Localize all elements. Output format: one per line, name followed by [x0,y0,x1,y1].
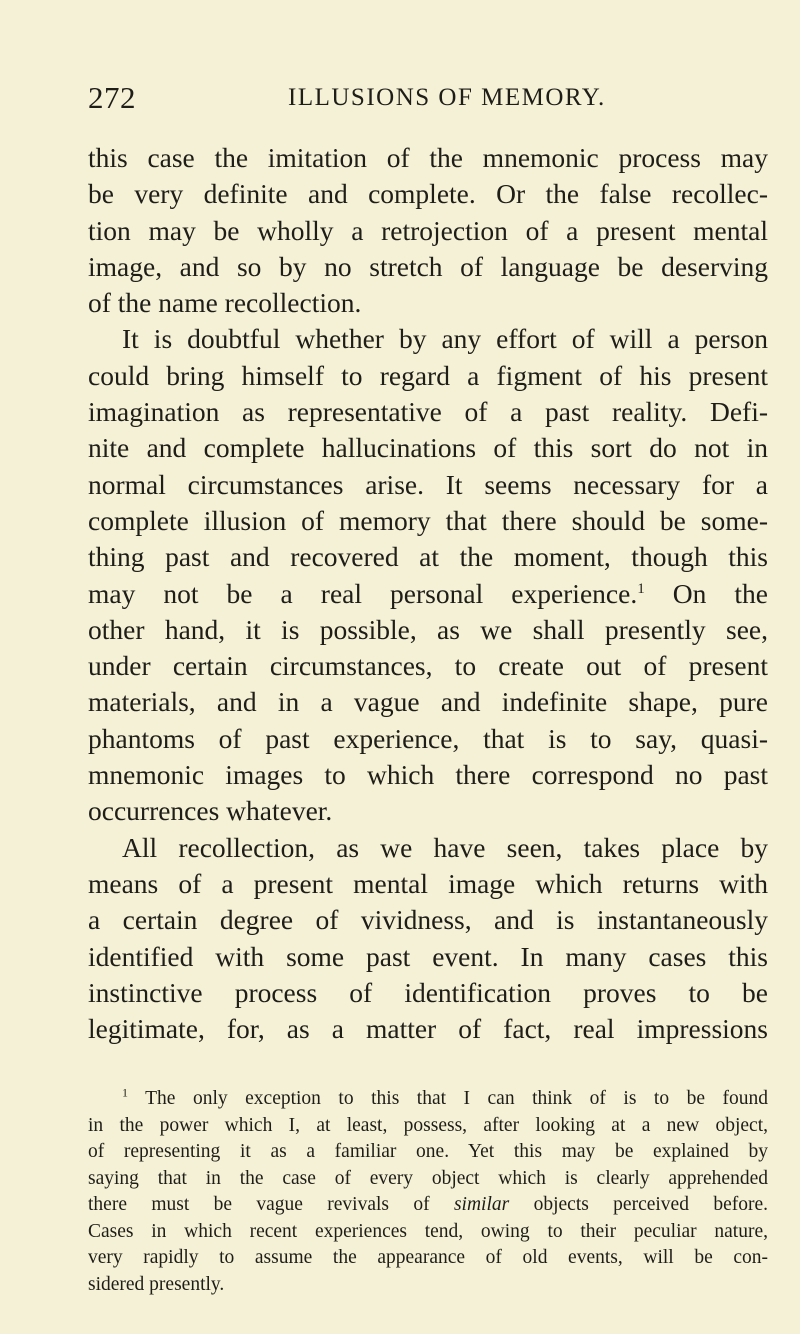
footnote-line: very rapidly to assume the appearance of old events, will be con- [88,1247,768,1268]
text-segment: may not be a real personal experience. [88,577,638,609]
text-line: nite and complete hallucinations of this sort do not in [88,432,768,464]
text-line: under certain circumstances, to create out of present [88,650,768,682]
text-line: identified with some past event. In many cases this [88,940,768,972]
italic-word: similar [453,1194,510,1215]
text-line [88,576,768,612]
text-line: image, and so by no stretch of language be deserving [88,250,768,282]
footnote-line [88,1086,768,1113]
text-line: legitimate, for, as a matter of fact, real impressions [88,1013,768,1045]
text-line: phantoms of past experience, that is to say, quasi- [88,722,768,754]
text-line: complete illusion of memory that there should be some- [88,504,768,536]
text-line: tion may be wholly a retrojection of a present mental [88,214,768,246]
running-head: ILLUSIONS OF MEMORY. [288,84,606,111]
text-line: of the name recollection. [88,287,362,319]
text-line: be very definite and complete. Or the false recollec- [88,178,768,210]
page-number: 272 [88,80,136,115]
text-line: All recollection, as we have seen, takes place by [122,831,768,863]
footnote [88,1086,768,1298]
footnote-line: sidered presently. [88,1273,225,1295]
footnote-marker: 1 [122,1085,128,1100]
text-line: instinctive process of identification proves to be [88,976,768,1008]
text-line: occurrences whatever. [88,795,333,827]
body-text [88,140,768,1047]
text-segment: objects perceived before. [509,1194,768,1215]
text-line: thing past and recovered at the moment, though this [88,541,768,573]
text-line: It is doubtful whether by any effort of will a person [122,323,768,355]
footnote-line [88,1192,768,1219]
text-segment: The only exception to this that I can think of is to be found [128,1088,768,1109]
footnote-line: Cases in which recent experiences tend, owing to their peculiar nature, [88,1220,768,1242]
text-line: materials, and in a vague and indefinite shape, pure [88,686,768,718]
text-line: means of a present mental image which returns with [88,867,768,899]
text-line: other hand, it is possible, as we shall presently see, [88,613,768,645]
footnote-line: in the power which I, at least, possess, after looking at a new object, [88,1114,768,1136]
footnote-line: of representing it as a familiar one. Yet this may be explained by [88,1141,768,1162]
text-line: mnemonic images to which there correspond no past [88,759,768,791]
footnote-reference[interactable]: 1 [637,580,645,597]
text-segment: there must be vague revivals of [88,1194,454,1215]
text-line: a certain degree of vividness, and is instantaneously [88,904,768,936]
text-line: imagination as representative of a past reality. Defi- [88,396,768,428]
page-header [88,80,744,120]
text-line: this case the imitation of the mnemonic process may [88,142,768,173]
footnote-line: saying that in the case of every object which is clearly apprehended [88,1167,768,1189]
text-line: could bring himself to regard a figment of his present [88,359,768,391]
text-line: normal circumstances arise. It seems necessary for a [88,468,768,500]
text-segment: On the [644,577,768,609]
